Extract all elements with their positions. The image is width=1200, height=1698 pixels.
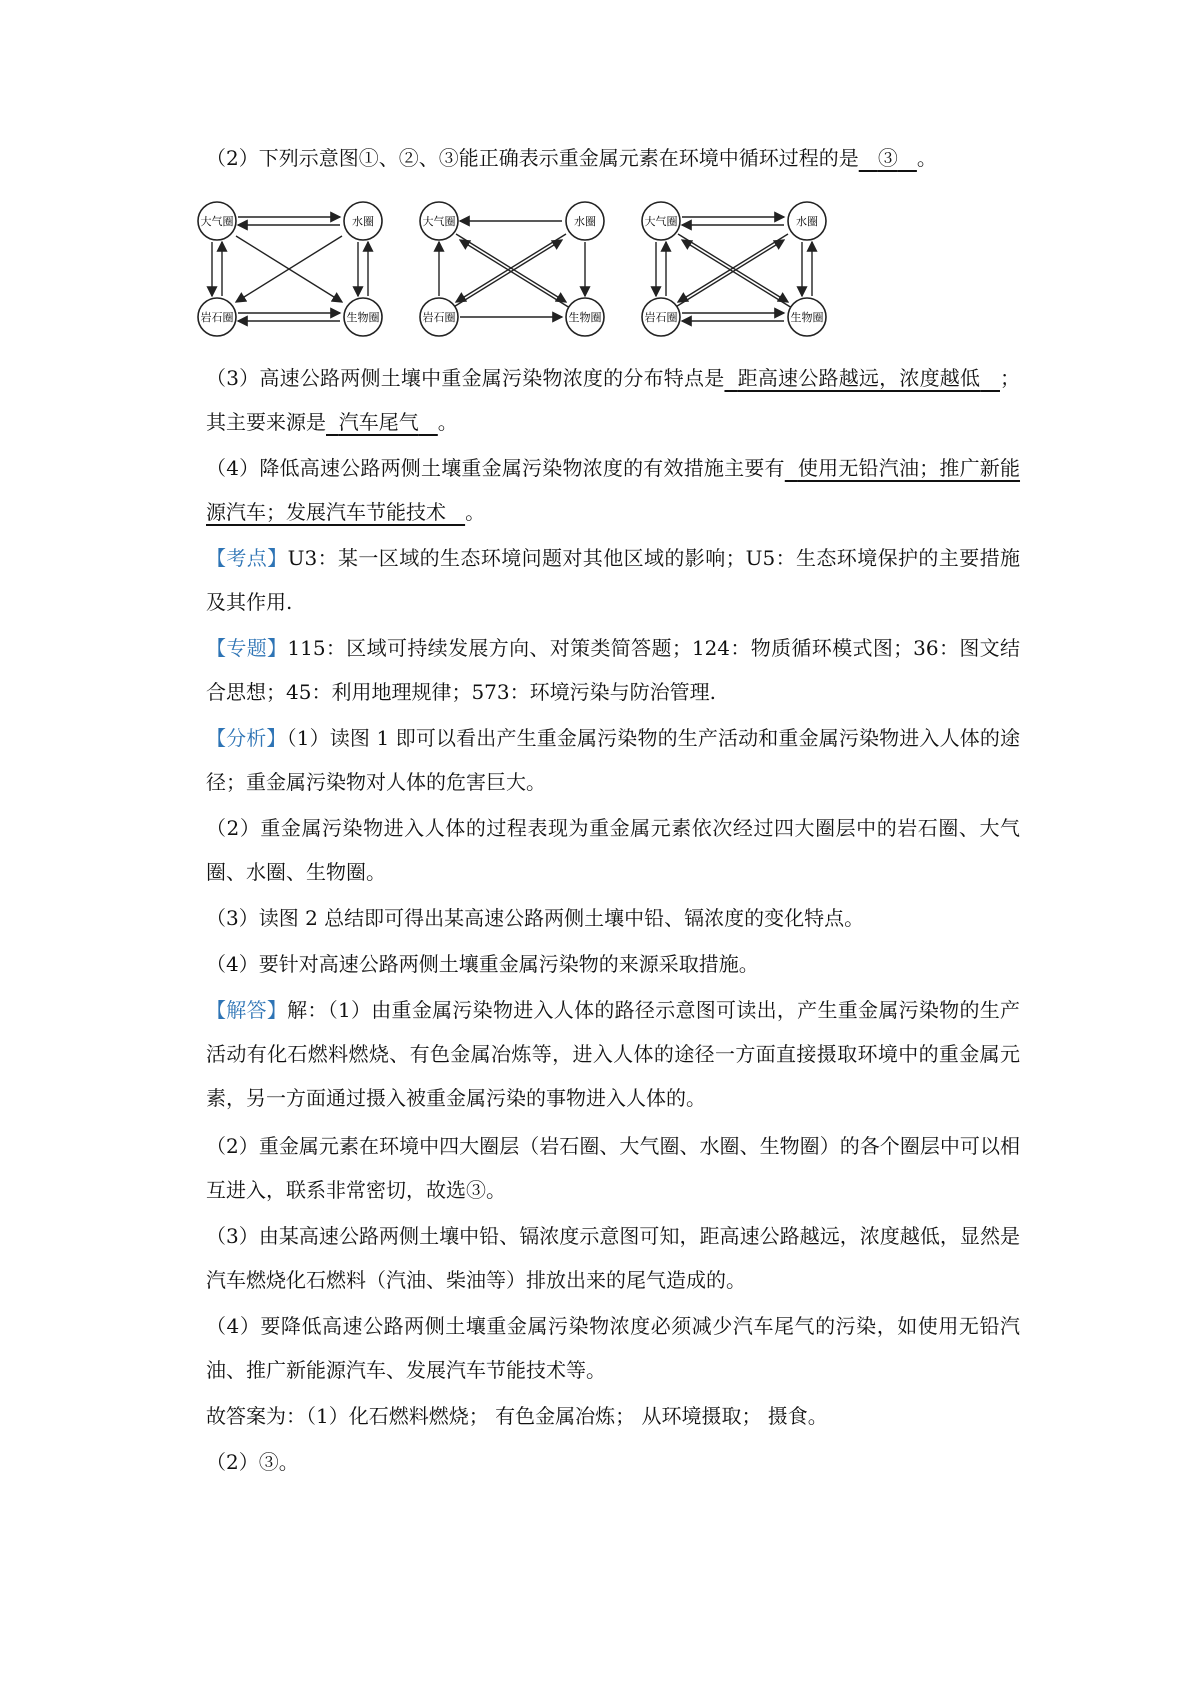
fenxi-tag: 【分析】 — [206, 726, 287, 750]
node-lithosphere: 岩石圈 — [644, 311, 678, 324]
question-3: （3）高速公路两侧土壤中重金属污染物浓度的分布特点是 距高速公路越远，浓度越低 ；其主要来源是 汽车尾气 。 — [206, 366, 1020, 434]
node-hydrosphere: 水圈 — [352, 215, 374, 228]
node-hydrosphere: 水圈 — [574, 215, 596, 228]
diagram-3-svg — [640, 200, 828, 340]
fenxi-paragraph-2: （2）重金属污染物进入人体的过程表现为重金属元素依次经过四大圈层中的岩石圈、大气圈、水圈、生物圈。 — [206, 816, 1020, 884]
cycle-diagram-2 — [418, 200, 606, 340]
question-2-answer: ③ — [877, 146, 898, 170]
section-jieda: 【解答】解：（1）由重金属污染物进入人体的路径示意图可读出，产生重金属污染物的生产活动有化石燃料燃烧、有色金属冶炼等，进入人体的途径一方面直接摄取环境中的重金属元素，另一方面通过摄入被重金属污染的事物进入人体的。 — [206, 998, 1021, 1110]
section-kaodian: 【考点】U3：某一区域的生态环境问题对其他区域的影响；U5：生态环境保护的主要措施及其作用. — [206, 546, 1020, 614]
node-atmosphere: 大气圈 — [200, 215, 234, 228]
node-hydrosphere: 水圈 — [796, 215, 818, 228]
zhuanti-tag: 【专题】 — [206, 636, 288, 660]
jieda-tag: 【解答】 — [206, 998, 288, 1022]
question-4: （4）降低高速公路两侧土壤重金属污染物浓度的有效措施主要有 使用无铅汽油；推广新能源汽车；发展汽车节能技术 。 — [206, 456, 1021, 524]
question-4-answer: 使用无铅汽油；推广新能源汽车；发展汽车节能技术 — [206, 456, 1021, 524]
question-3-answer-2: 汽车尾气 — [338, 410, 419, 434]
fenxi-paragraph-3: （3）读图 2 总结即可得出某高速公路两侧土壤中铅、镉浓度的变化特点。 — [206, 906, 865, 930]
node-lithosphere: 岩石圈 — [200, 311, 234, 324]
node-atmosphere: 大气圈 — [644, 215, 678, 228]
question-3-answer-1: 距高速公路越远，浓度越低 — [737, 366, 981, 390]
node-biosphere: 生物圈 — [346, 311, 380, 324]
diagram-1-svg — [196, 200, 384, 340]
kaodian-tag: 【考点】 — [206, 546, 288, 570]
cycle-diagram-3 — [640, 200, 828, 340]
answer-summary-line-2: （2）③。 — [206, 1450, 299, 1474]
node-atmosphere: 大气圈 — [422, 215, 456, 228]
node-biosphere: 生物圈 — [790, 311, 824, 324]
answer-summary-line-1: 故答案为：（1）化石燃料燃烧； 有色金属冶炼； 从环境摄取； 摄食。 — [206, 1404, 828, 1428]
section-zhuanti: 【专题】115：区域可持续发展方向、对策类简答题；124：物质循环模式图；36：图文结合思想；45：利用地理规律；573：环境污染与防治管理. — [206, 636, 1021, 704]
question-2-text: （2）下列示意图①、②、③能正确表示重金属元素在环境中循环过程的是 — [206, 146, 859, 170]
question-2: （2）下列示意图①、②、③能正确表示重金属元素在环境中循环过程的是 ③ 。 — [206, 146, 937, 170]
cycle-diagram-1 — [196, 200, 384, 340]
fenxi-paragraph-4: （4）要针对高速公路两侧土壤重金属污染物的来源采取措施。 — [206, 952, 759, 976]
node-biosphere: 生物圈 — [568, 311, 602, 324]
diagram-2-svg — [418, 200, 606, 340]
jieda-paragraph-3: （3）由某高速公路两侧土壤中铅、镉浓度示意图可知，距高速公路越远，浓度越低，显然是汽车燃烧化石燃料（汽油、柴油等）排放出来的尾气造成的。 — [206, 1224, 1020, 1292]
section-fenxi: 【分析】（1）读图 1 即可以看出产生重金属污染物的生产活动和重金属污染物进入人体的途径；重金属污染物对人体的危害巨大。 — [206, 726, 1021, 794]
node-lithosphere: 岩石圈 — [422, 311, 456, 324]
jieda-paragraph-4: （4）要降低高速公路两侧土壤重金属污染物浓度必须减少汽车尾气的污染，如使用无铅汽油、推广新能源汽车、发展汽车节能技术等。 — [206, 1314, 1020, 1382]
jieda-paragraph-2: （2）重金属元素在环境中四大圈层（岩石圈、大气圈、水圈、生物圈）的各个圈层中可以相互进入，联系非常密切，故选③。 — [206, 1134, 1020, 1202]
